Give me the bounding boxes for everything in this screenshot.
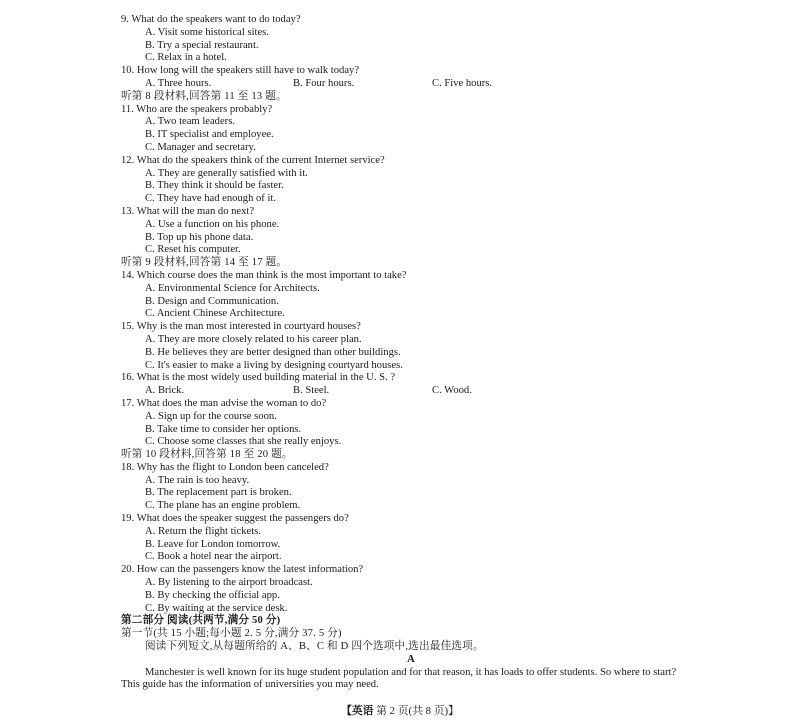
- option-row: [121, 78, 701, 91]
- option: A. Use a function on his phone.: [145, 218, 280, 230]
- footer-page-number: 第 2 页(共 8 页)】: [376, 705, 459, 717]
- option: B. The replacement part is broken.: [145, 487, 292, 499]
- question-12: 12. What do the speakers think of the current Internet service?: [121, 154, 385, 166]
- option: B. Steel.: [293, 385, 330, 397]
- option: A. The rain is too heavy.: [145, 474, 250, 486]
- question-9: 9. What do the speakers want to do today?: [121, 14, 301, 25]
- section-heading: 听第 8 段材料,回答第 11 至 13 题。: [121, 90, 287, 102]
- option-row: [121, 385, 701, 398]
- question-20: 20. How can the passengers know the latest information?: [121, 564, 364, 576]
- option: B. IT specialist and employee.: [145, 129, 274, 141]
- option: A. Brick.: [145, 385, 185, 397]
- question-11: 11. Who are the speakers probably?: [121, 103, 273, 115]
- question-17: 17. What does the man advise the woman to do?: [121, 397, 327, 409]
- option: B. Design and Communication.: [145, 295, 279, 307]
- option: A. Two team leaders.: [145, 116, 235, 128]
- section-heading: 听第 9 段材料,回答第 14 至 17 题。: [121, 257, 288, 269]
- option: A. Return the flight tickets.: [145, 525, 261, 537]
- question-13: 13. What will the man do next?: [121, 205, 255, 217]
- option: B. Try a special restaurant.: [145, 39, 259, 51]
- option: A. They are generally satisfied with it.: [145, 167, 308, 179]
- option: B. Four hours.: [293, 77, 355, 89]
- passage-letter: A: [407, 653, 415, 665]
- option: A. Three hours.: [145, 77, 212, 89]
- question-16: 16. What is the most widely used building material in the U. S. ?: [121, 372, 396, 384]
- page-footer: [0, 703, 800, 718]
- footer-subject: 【英语: [341, 705, 374, 717]
- exam-page: [121, 14, 701, 692]
- option: C. Relax in a hotel.: [145, 52, 227, 64]
- instructions: 阅读下列短文,从每题所给的 A、B、C 和 D 四个选项中,选出最佳选项。: [145, 641, 484, 653]
- option: C. Five hours.: [432, 77, 493, 89]
- option: C. Manager and secretary.: [145, 141, 256, 153]
- question-19: 19. What does the speaker suggest the passengers do?: [121, 513, 349, 525]
- option: B. He believes they are better designed than other buildings.: [145, 346, 401, 358]
- option: C. The plane has an engine problem.: [145, 500, 301, 512]
- question-18: 18. Why has the flight to London been canceled?: [121, 461, 329, 473]
- option: C. Choose some classes that she really enjoys.: [145, 436, 342, 448]
- option: A. By listening to the airport broadcast.: [145, 577, 313, 589]
- part-title: 第二部分 阅读(共两节,满分 50 分): [121, 615, 281, 627]
- option: B. Top up his phone data.: [145, 231, 254, 243]
- passage-paragraph: Manchester is well known for its huge student population and for that reason, it has loads to offer students. So where to start? This guide has the information of universities you may need.: [121, 666, 677, 691]
- question-15: 15. Why is the man most interested in courtyard houses?: [121, 321, 361, 333]
- option: C. Wood.: [432, 385, 472, 397]
- option: C. They have had enough of it.: [145, 193, 277, 205]
- option: A. They are more closely related to his career plan.: [145, 333, 362, 345]
- question-10: 10. How long will the speakers still have to walk today?: [121, 65, 360, 77]
- question-14: 14. Which course does the man think is the most important to take?: [121, 269, 407, 281]
- option: A. Environmental Science for Architects.: [145, 282, 320, 294]
- option: C. By waiting at the service desk.: [145, 602, 288, 614]
- section-title: 第一节(共 15 小题;每小题 2. 5 分,满分 37. 5 分): [121, 628, 342, 640]
- option: C. It's easier to make a living by designing courtyard houses.: [145, 359, 403, 371]
- option: C. Reset his computer.: [145, 244, 241, 256]
- option: B. Leave for London tomorrow.: [145, 538, 281, 550]
- option: A. Sign up for the course soon.: [145, 410, 277, 422]
- option: C. Book a hotel near the airport.: [145, 551, 282, 563]
- option: B. By checking the official app.: [145, 589, 280, 601]
- option: C. Ancient Chinese Architecture.: [145, 308, 285, 320]
- option: B. They think it should be faster.: [145, 180, 284, 192]
- option: B. Take time to consider her options.: [145, 423, 302, 435]
- option: A. Visit some historical sites.: [145, 26, 269, 38]
- section-heading: 听第 10 段材料,回答第 18 至 20 题。: [121, 449, 293, 461]
